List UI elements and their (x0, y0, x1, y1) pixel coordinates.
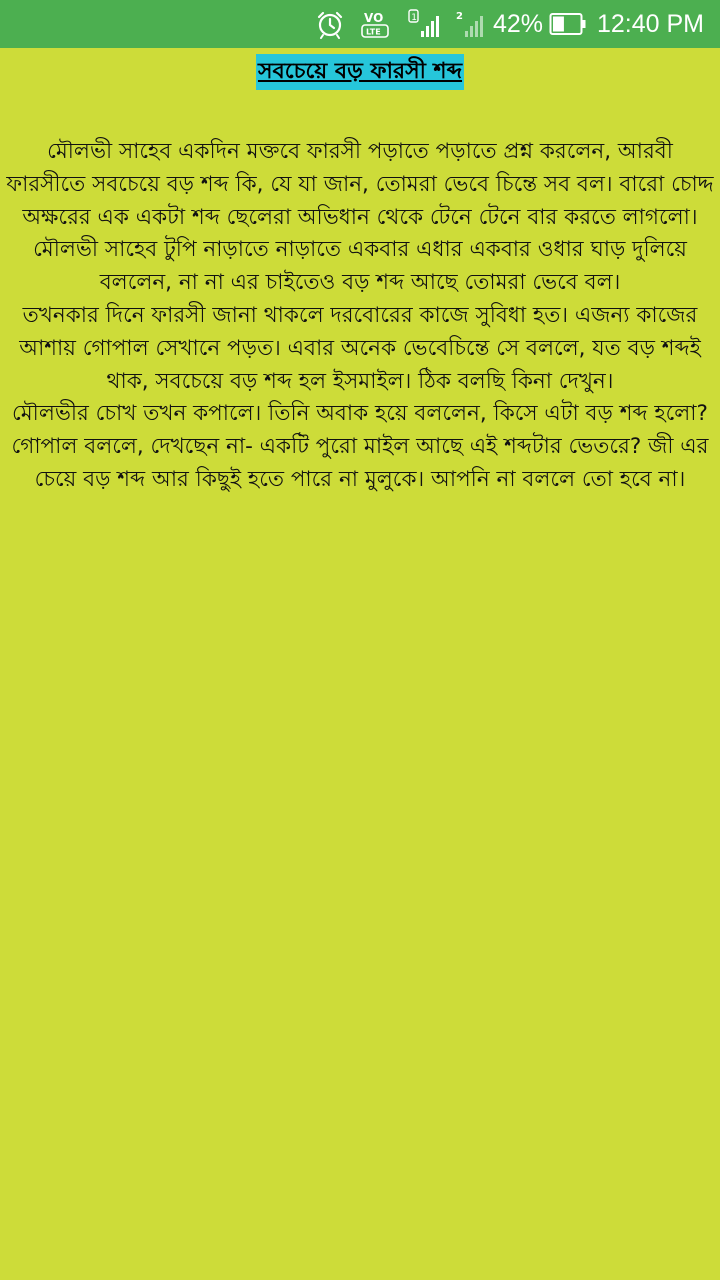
story-paragraph-1: মৌলভী সাহেব একদিন মক্তবে ফারসী পড়াতে পড়াতে প্রশ্ন করলেন, আরবী ফারসীতে সবচেয়ে বড় শব্দ কি, যে যা জান, তোমরা ভেবে চিন্তে সব বল। বারো চোদ্দ অক্ষরের এক একটা শব্দ ছেলেরা অভিধান থেকে টেনে টেনে বার করতে লাগলো। মৌলভী সাহেব টুপি নাড়াতে নাড়াতে একবার এধার একবার ওধার ঘাড় দুলিয়ে বললেন, না না এর চাইতেও বড় শব্দ আছে তোমরা ভেবে বল। (6, 139, 714, 296)
svg-text:1: 1 (411, 13, 417, 23)
signal-sim2-icon (455, 0, 485, 48)
battery-icon (549, 0, 587, 48)
story-content (0, 48, 720, 1280)
battery-level-fill (553, 17, 564, 32)
svg-text:VO: VO (363, 11, 384, 25)
signal-sim1-icon (407, 0, 441, 48)
story-paragraph-2: তখনকার দিনে ফারসী জানা থাকলে দরবোরের কাজে সুবিধা হত। এজন্য কাজের আশায় গোপাল সেখানে পড়ত। এবার অনেক ভেবেচিন্তে সে বললে, যত বড় শব্দই থাক, সবচেয়ে বড় শব্দ হল ইসমাইল। ঠিক বলছি কিনা দেখুন। (19, 302, 701, 394)
volte-icon (359, 0, 393, 48)
clock-time: 12:40 PM (596, 10, 704, 38)
story-body (6, 136, 714, 497)
title-container (0, 54, 720, 90)
story-paragraph-3: মৌলভীর চোখ তখন কপালে। তিনি অবাক হয়ে বললেন, কিসে এটা বড় শব্দ হলো? গোপাল বললে, দেখছেন না- একটি পুরো মাইল আছে এই শব্দটার ভেতরে? জী এর চেয়ে বড় শব্দ আর কিছুই হতে পারে না মুলুকে। আপনি না বললে তো হবে না। (11, 401, 709, 492)
alarm-icon (315, 0, 345, 48)
status-bar (0, 0, 720, 48)
svg-text:2: 2 (455, 11, 463, 22)
svg-text:LTE: LTE (365, 27, 381, 37)
story-title: সবচেয়ে বড় ফারসী শব্দ (256, 54, 464, 90)
battery-percent: 42% (492, 10, 543, 38)
